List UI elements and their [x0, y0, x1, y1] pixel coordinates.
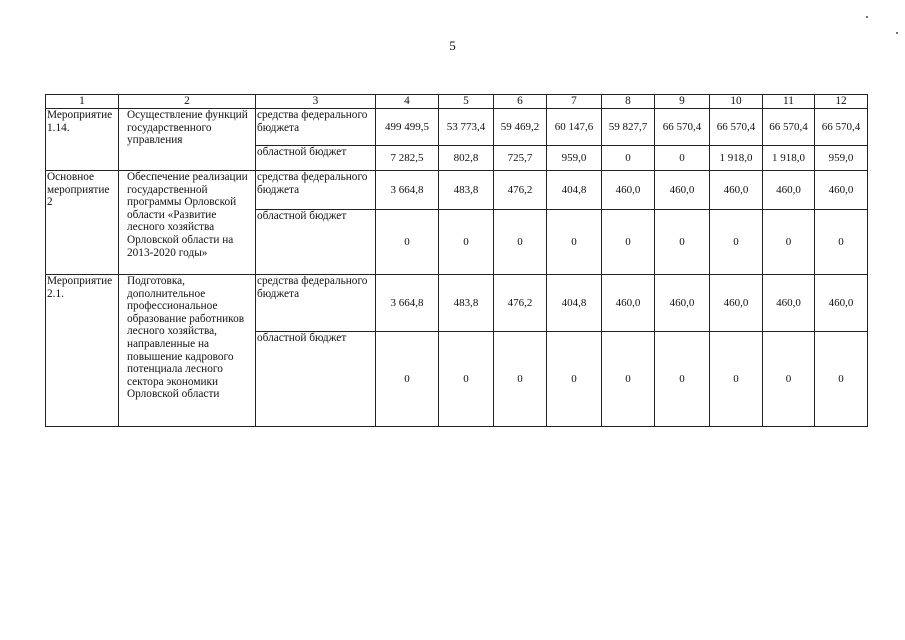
event-cell: Основное мероприятие 2: [46, 171, 119, 275]
header-cell: 5: [439, 95, 494, 109]
value-cell: 0: [815, 332, 868, 427]
budget-table: [45, 94, 868, 427]
event-name-cell: Подготовка, дополнительное профессиональное образование работников лесного хозяйства, направленные на повышение кадрового потенциала лесного сектора экономики Орловской области: [119, 275, 256, 427]
value-cell: 460,0: [602, 275, 655, 332]
header-cell: 1: [46, 95, 119, 109]
value-cell: 476,2: [494, 275, 547, 332]
value-cell: 460,0: [763, 275, 815, 332]
header-cell: 2: [119, 95, 256, 109]
funding-source-cell: средства федерального бюджета: [256, 275, 376, 332]
value-cell: 0: [655, 210, 710, 275]
value-cell: 802,8: [439, 146, 494, 171]
value-cell: 0: [602, 332, 655, 427]
header-cell: 7: [547, 95, 602, 109]
value-cell: 460,0: [655, 275, 710, 332]
value-cell: 725,7: [494, 146, 547, 171]
value-cell: 499 499,5: [376, 109, 439, 146]
header-cell: 10: [710, 95, 763, 109]
value-cell: 460,0: [710, 275, 763, 332]
value-cell: 0: [602, 210, 655, 275]
value-cell: 476,2: [494, 171, 547, 210]
value-cell: 959,0: [547, 146, 602, 171]
table-row: [46, 109, 868, 146]
value-cell: 0: [815, 210, 868, 275]
value-cell: 460,0: [815, 275, 868, 332]
header-cell: 9: [655, 95, 710, 109]
table-row: [46, 171, 868, 210]
header-cell: 11: [763, 95, 815, 109]
value-cell: 0: [710, 210, 763, 275]
header-row: [46, 95, 868, 109]
value-cell: 66 570,4: [655, 109, 710, 146]
value-cell: 59 469,2: [494, 109, 547, 146]
value-cell: 1 918,0: [710, 146, 763, 171]
header-cell: 8: [602, 95, 655, 109]
value-cell: 1 918,0: [763, 146, 815, 171]
table-row: [46, 275, 868, 332]
scan-mark: [866, 16, 868, 18]
value-cell: 0: [602, 146, 655, 171]
value-cell: 7 282,5: [376, 146, 439, 171]
value-cell: 0: [376, 332, 439, 427]
header-cell: 3: [256, 95, 376, 109]
value-cell: 66 570,4: [763, 109, 815, 146]
value-cell: 0: [376, 210, 439, 275]
value-cell: 959,0: [815, 146, 868, 171]
value-cell: 59 827,7: [602, 109, 655, 146]
value-cell: 483,8: [439, 171, 494, 210]
value-cell: 0: [547, 332, 602, 427]
funding-source-cell: средства федерального бюджета: [256, 171, 376, 210]
funding-source-cell: областной бюджет: [256, 146, 376, 171]
value-cell: 60 147,6: [547, 109, 602, 146]
value-cell: 0: [655, 332, 710, 427]
value-cell: 0: [494, 332, 547, 427]
value-cell: 460,0: [655, 171, 710, 210]
header-cell: 4: [376, 95, 439, 109]
value-cell: 460,0: [815, 171, 868, 210]
value-cell: 53 773,4: [439, 109, 494, 146]
event-cell: Мероприятие 2.1.: [46, 275, 119, 427]
value-cell: 0: [439, 332, 494, 427]
header-cell: 12: [815, 95, 868, 109]
value-cell: 0: [655, 146, 710, 171]
event-cell: Мероприятие 1.14.: [46, 109, 119, 171]
value-cell: 66 570,4: [710, 109, 763, 146]
header-cell: 6: [494, 95, 547, 109]
value-cell: 460,0: [710, 171, 763, 210]
value-cell: 0: [547, 210, 602, 275]
value-cell: 404,8: [547, 275, 602, 332]
value-cell: 404,8: [547, 171, 602, 210]
value-cell: 483,8: [439, 275, 494, 332]
value-cell: 0: [494, 210, 547, 275]
funding-source-cell: средства федерального бюджета: [256, 109, 376, 146]
scan-mark: [896, 32, 898, 34]
funding-source-cell: областной бюджет: [256, 332, 376, 427]
value-cell: 460,0: [763, 171, 815, 210]
funding-source-cell: областной бюджет: [256, 210, 376, 275]
value-cell: 0: [763, 210, 815, 275]
event-name-cell: Обеспечение реализации государственной программы Орловской области «Развитие лесного хозяйства Орловской области на 2013-2020 годы»: [119, 171, 256, 275]
page-number: 5: [449, 38, 456, 53]
value-cell: 460,0: [602, 171, 655, 210]
value-cell: 0: [439, 210, 494, 275]
event-name-cell: Осуществление функций государственного управления: [119, 109, 256, 171]
value-cell: 66 570,4: [815, 109, 868, 146]
value-cell: 0: [710, 332, 763, 427]
value-cell: 0: [763, 332, 815, 427]
value-cell: 3 664,8: [376, 275, 439, 332]
value-cell: 3 664,8: [376, 171, 439, 210]
